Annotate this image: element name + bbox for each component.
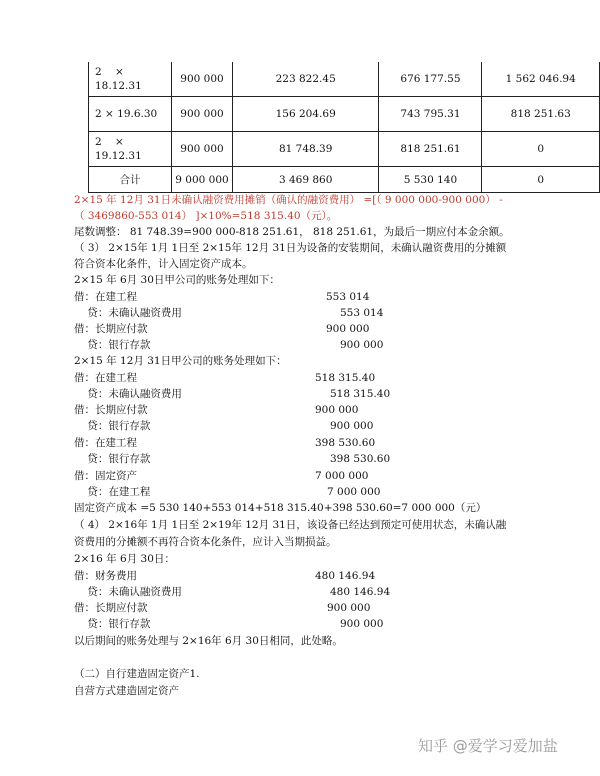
point3-line-1: （ 3） 2×15年 1月 1日至 2×15年 12月 31日为设备的安装期间，未确认融资费用的分摊额 — [74, 242, 507, 254]
later-note: 以后期间的账务处理与 2×16年 6月 30日相同，此处略。 — [74, 635, 343, 647]
entry-label: 借：长期应付款 — [74, 404, 148, 416]
entry-amount: 900 000 — [327, 602, 371, 614]
self-build-heading: 自营方式建造固定资产 — [74, 685, 179, 697]
entry-label: 贷：银行存款 — [74, 618, 151, 630]
cell-principal: 676 177.55 — [379, 62, 482, 97]
entry-amount: 398 530.60 — [330, 453, 391, 465]
amortization-table — [88, 62, 600, 193]
point4-line-1: （ 4） 2×16年 1月 1日至 2×19年 12月 31日，该设备已经达到预定可使用状态，未确认融 — [74, 519, 507, 531]
entry-amount: 900 000 — [340, 618, 384, 630]
entry-amount: 518 315.40 — [315, 372, 376, 384]
entry-amount: 553 014 — [326, 291, 370, 303]
entry-label: 借：长期应付款 — [74, 602, 148, 614]
cell-payment: 900 000 — [172, 97, 233, 132]
cell-interest: 3 469 860 — [232, 167, 379, 193]
table-row — [89, 97, 600, 132]
cell-payment: 900 000 — [172, 62, 233, 97]
date-2016: 2×16 年 6月 30日： — [74, 553, 175, 565]
watermark: 知乎 @爱学习爱加盐 — [418, 737, 558, 755]
entry-label: 贷：未确认融资费用 — [74, 307, 182, 319]
section-title: （二）自行建造固定资产1. — [74, 668, 200, 680]
cell-interest: 156 204.69 — [232, 97, 379, 132]
cell-payment: 900 000 — [172, 132, 233, 167]
cell-payment: 9 000 000 — [172, 167, 233, 193]
entry-amount: 7 000 000 — [327, 486, 381, 498]
cell-balance: 1 562 046.94 — [482, 62, 600, 97]
cell-period: 2 × 19.12.31 — [89, 132, 172, 167]
cost-line: 固定资产成本 =5 530 140+553 014+518 315.40+398 530.60=7 000 000（元） — [74, 502, 487, 514]
formula-line-2: （ 3469860-553 014） ]×10%=518 315.40（元）。 — [74, 210, 338, 222]
entry-label: 借：在建工程 — [74, 437, 137, 449]
cell-principal: 818 251.61 — [379, 132, 482, 167]
cell-period: 2 × 19.6.30 — [89, 97, 172, 132]
cell-balance: 0 — [482, 132, 600, 167]
cell-principal: 5 530 140 — [379, 167, 482, 193]
dec-heading: 2×15 年 12月 31日甲公司的账务处理如下： — [74, 355, 287, 367]
entry-label: 借：固定资产 — [74, 470, 137, 482]
entry-label: 贷：银行存款 — [74, 339, 151, 351]
entry-amount: 480 146.94 — [330, 586, 391, 598]
tail-adjustment: 尾数调整： 81 748.39=900 000-818 251.61， 818 251.61，为最后一期应付本金余额。 — [74, 226, 510, 238]
entry-amount: 900 000 — [326, 323, 370, 335]
entry-amount: 518 315.40 — [330, 388, 391, 400]
point3-line-2: 符合资本化条件，计入固定资产成本。 — [74, 258, 253, 270]
cell-balance: 818 251.63 — [482, 97, 600, 132]
entry-label: 借：财务费用 — [74, 570, 137, 582]
entry-amount: 553 014 — [340, 307, 384, 319]
point4-line-2: 资费用的分摊额不再符合资本化条件，应计入当期损益。 — [74, 536, 337, 548]
cell-interest: 81 748.39 — [232, 132, 379, 167]
cell-period: 2 × 18.12.31 — [89, 62, 172, 97]
table-total-row — [89, 167, 600, 193]
entry-label: 贷：未确认融资费用 — [74, 586, 182, 598]
entry-amount: 900 000 — [340, 339, 384, 351]
entry-amount: 398 530.60 — [315, 437, 376, 449]
entry-amount: 480 146.94 — [315, 570, 376, 582]
entry-amount: 900 000 — [315, 404, 359, 416]
entry-label: 贷：在建工程 — [74, 486, 151, 498]
entry-label: 借：在建工程 — [74, 372, 137, 384]
cell-interest: 223 822.45 — [232, 62, 379, 97]
entry-amount: 900 000 — [330, 420, 374, 432]
entry-label: 贷：银行存款 — [74, 420, 151, 432]
table-row — [89, 62, 600, 97]
entry-label: 借：在建工程 — [74, 291, 137, 303]
entry-amount: 7 000 000 — [315, 470, 369, 482]
table-row — [89, 132, 600, 167]
entry-label: 贷：未确认融资费用 — [74, 388, 182, 400]
entry-label: 贷：银行存款 — [74, 453, 151, 465]
june-heading: 2×15 年 6月 30日甲公司的账务处理如下： — [74, 274, 280, 286]
cell-total-label: 合计 — [89, 167, 172, 193]
entry-label: 借：长期应付款 — [74, 323, 148, 335]
cell-balance: 0 — [482, 167, 600, 193]
cell-principal: 743 795.31 — [379, 97, 482, 132]
formula-line-1: 2×15 年 12月 31日未确认融资费用摊销（确认的融资费用） =[（ 9 000 000-900 000） - — [74, 194, 503, 206]
